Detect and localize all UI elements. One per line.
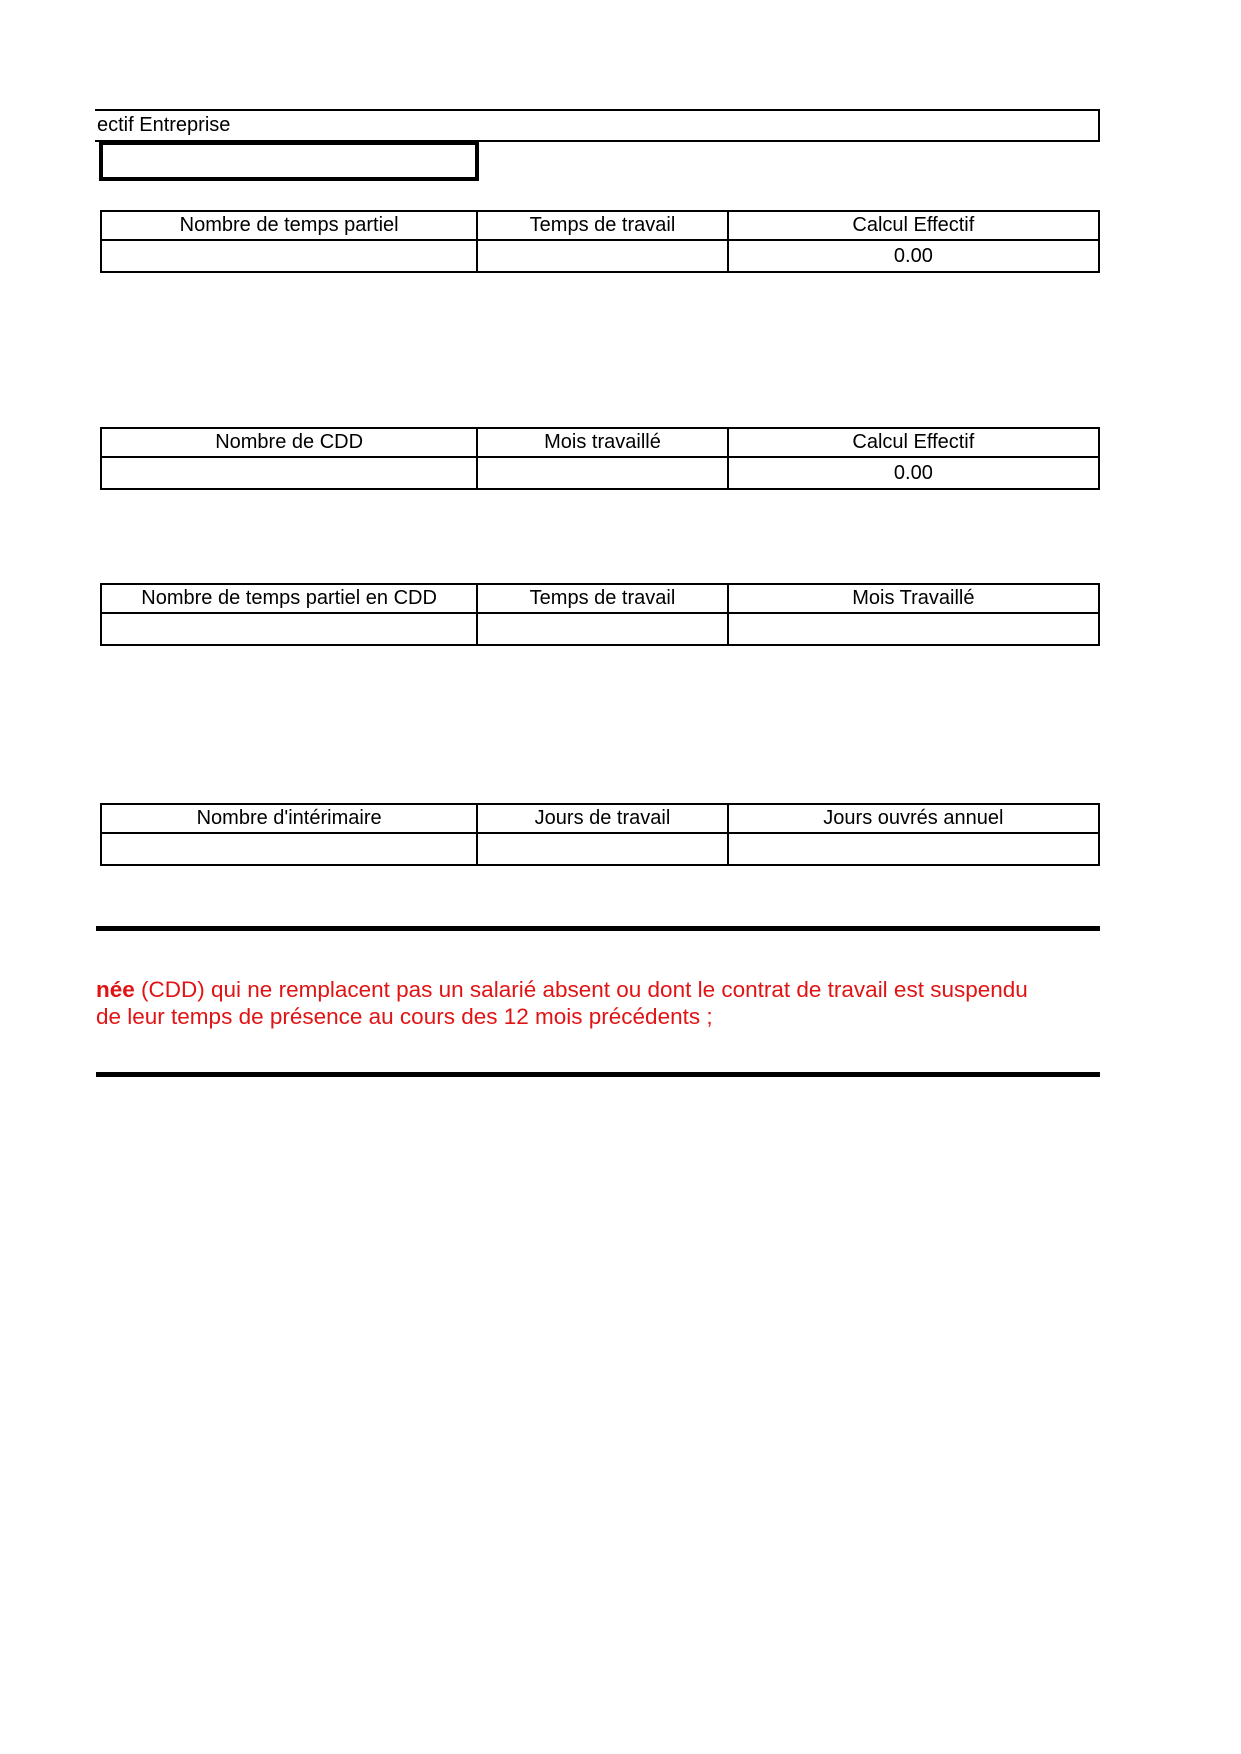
table-row	[101, 804, 1099, 833]
note-line-1-bold: née	[96, 977, 135, 1002]
effectif-entreprise-header	[95, 109, 1100, 142]
col-header-mois-travaille: Mois Travaillé	[728, 584, 1099, 613]
cell-mois-travaille[interactable]	[477, 457, 727, 489]
table-row	[101, 240, 1099, 272]
cell-nombre-interimaire[interactable]	[101, 833, 477, 865]
cell-nombre-temps-partiel-cdd[interactable]	[101, 613, 477, 645]
cell-temps-de-travail[interactable]	[477, 613, 727, 645]
table-temps-partiel	[100, 210, 1100, 273]
cdd-note	[96, 976, 1101, 1030]
col-header-nombre-temps-partiel: Nombre de temps partiel	[101, 211, 477, 240]
cell-jours-de-travail[interactable]	[477, 833, 727, 865]
col-header-jours-ouvres-annuel: Jours ouvrés annuel	[728, 804, 1099, 833]
table-cdd	[100, 427, 1100, 490]
table-temps-partiel-cdd	[100, 583, 1100, 646]
cell-nombre-cdd[interactable]	[101, 457, 477, 489]
table-interimaire	[100, 803, 1100, 866]
cell-nombre-temps-partiel[interactable]	[101, 240, 477, 272]
col-header-calcul-effectif: Calcul Effectif	[728, 211, 1099, 240]
note-line-1-rest: (CDD) qui ne remplacent pas un salarié absent ou dont le contrat de travail est suspendu	[134, 977, 1028, 1002]
col-header-mois-travaille: Mois travaillé	[477, 428, 727, 457]
table-row	[101, 613, 1099, 645]
table-row	[101, 211, 1099, 240]
table-row	[101, 833, 1099, 865]
col-header-temps-de-travail: Temps de travail	[477, 211, 727, 240]
cell-jours-ouvres-annuel[interactable]	[728, 833, 1099, 865]
table-row	[101, 428, 1099, 457]
note-line-2: de leur temps de présence au cours des 12 mois précédents ;	[96, 1004, 713, 1029]
col-header-temps-de-travail: Temps de travail	[477, 584, 727, 613]
table-row	[101, 457, 1099, 489]
cell-calcul-effectif-value: 0.00	[728, 240, 1099, 272]
cell-mois-travaille[interactable]	[728, 613, 1099, 645]
effectif-entry-cell[interactable]	[99, 141, 479, 181]
cell-temps-de-travail[interactable]	[477, 240, 727, 272]
col-header-jours-de-travail: Jours de travail	[477, 804, 727, 833]
col-header-calcul-effectif: Calcul Effectif	[728, 428, 1099, 457]
note-line-1	[96, 976, 1101, 1003]
table-row	[101, 584, 1099, 613]
col-header-nombre-temps-partiel-cdd: Nombre de temps partiel en CDD	[101, 584, 477, 613]
divider-line-top	[96, 926, 1100, 931]
col-header-nombre-interimaire: Nombre d'intérimaire	[101, 804, 477, 833]
cell-calcul-effectif-value: 0.00	[728, 457, 1099, 489]
divider-line-bottom	[96, 1072, 1100, 1077]
effectif-entreprise-label: ectif Entreprise	[97, 114, 231, 136]
col-header-nombre-cdd: Nombre de CDD	[101, 428, 477, 457]
